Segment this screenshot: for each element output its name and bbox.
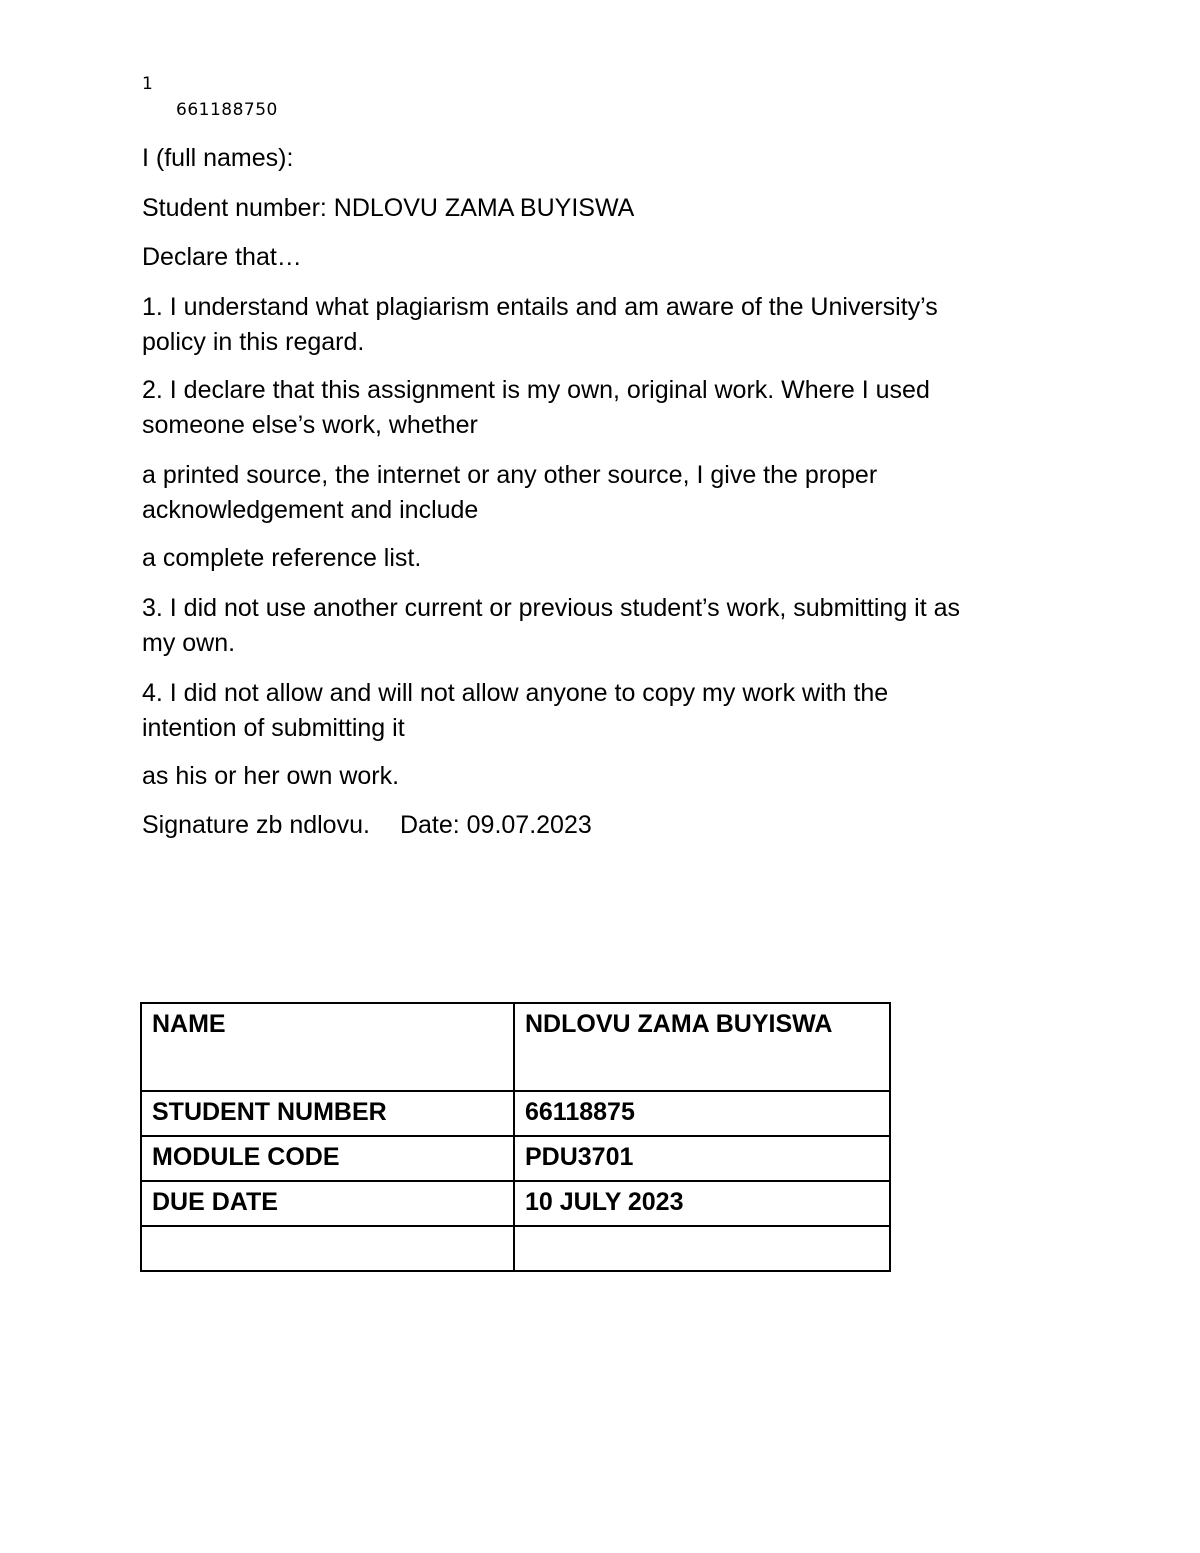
declaration-item-2 <box>142 373 1062 443</box>
signature-line <box>142 808 1062 843</box>
declaration-item-3-line-1: 3. I did not use another current or previous student’s work, submitting it as <box>142 594 961 622</box>
declaration-item-2-line-4: acknowledgement and include <box>142 496 479 524</box>
declaration-item-2-line-3: a printed source, the internet or any other source, I give the proper <box>142 461 878 489</box>
declaration-item-1-line-1: 1. I understand what plagiarism entails and am aware of the University’s <box>142 293 938 321</box>
declaration-item-4-line-1: 4. I did not allow and will not allow anyone to copy my work with the <box>142 679 889 707</box>
declaration-item-3-line-2: my own. <box>142 629 236 657</box>
declaration-item-1 <box>142 290 1062 360</box>
table-row <box>141 1136 890 1181</box>
declaration-item-2-line-2: someone else’s work, whether <box>142 411 478 439</box>
table-cell-value <box>514 1226 890 1271</box>
table-cell-label: DUE DATE <box>141 1181 514 1226</box>
table-cell-label: STUDENT NUMBER <box>141 1091 514 1136</box>
table-row <box>141 1226 890 1271</box>
declare-that: Declare that… <box>142 243 302 271</box>
declaration-item-4 <box>142 676 1062 746</box>
student-info-table <box>140 1002 891 1272</box>
declaration-item-3 <box>142 591 1062 661</box>
table-row <box>141 1091 890 1136</box>
table-cell-value: 10 JULY 2023 <box>514 1181 890 1226</box>
declaration-item-1-line-2: policy in this regard. <box>142 328 365 356</box>
declaration-item-2-line-1: 2. I declare that this assignment is my own, original work. Where I used <box>142 376 930 404</box>
declaration-item-2-line-5: a complete reference list. <box>142 544 422 572</box>
header-id-number: 661188750 <box>176 100 278 120</box>
table-row <box>141 1003 890 1091</box>
signature-date: Date: 09.07.2023 <box>399 811 592 839</box>
full-names-line: I (full names): <box>142 144 294 172</box>
signature: Signature zb ndlovu. <box>142 811 370 839</box>
declaration-item-2-continued <box>142 458 1062 528</box>
declaration-item-4-line-3: as his or her own work. <box>142 762 400 790</box>
table-row <box>141 1181 890 1226</box>
student-number-line: Student number: NDLOVU ZAMA BUYISWA <box>142 194 635 222</box>
table-cell-label <box>141 1226 514 1271</box>
table-cell-label: MODULE CODE <box>141 1136 514 1181</box>
table-cell-value: 66118875 <box>514 1091 890 1136</box>
table-cell-value: NDLOVU ZAMA BUYISWA <box>514 1003 890 1091</box>
table-cell-label: NAME <box>141 1003 514 1091</box>
declaration-item-4-line-2: intention of submitting it <box>142 714 405 742</box>
page-number: 1 <box>142 74 154 94</box>
table-cell-value: PDU3701 <box>514 1136 890 1181</box>
